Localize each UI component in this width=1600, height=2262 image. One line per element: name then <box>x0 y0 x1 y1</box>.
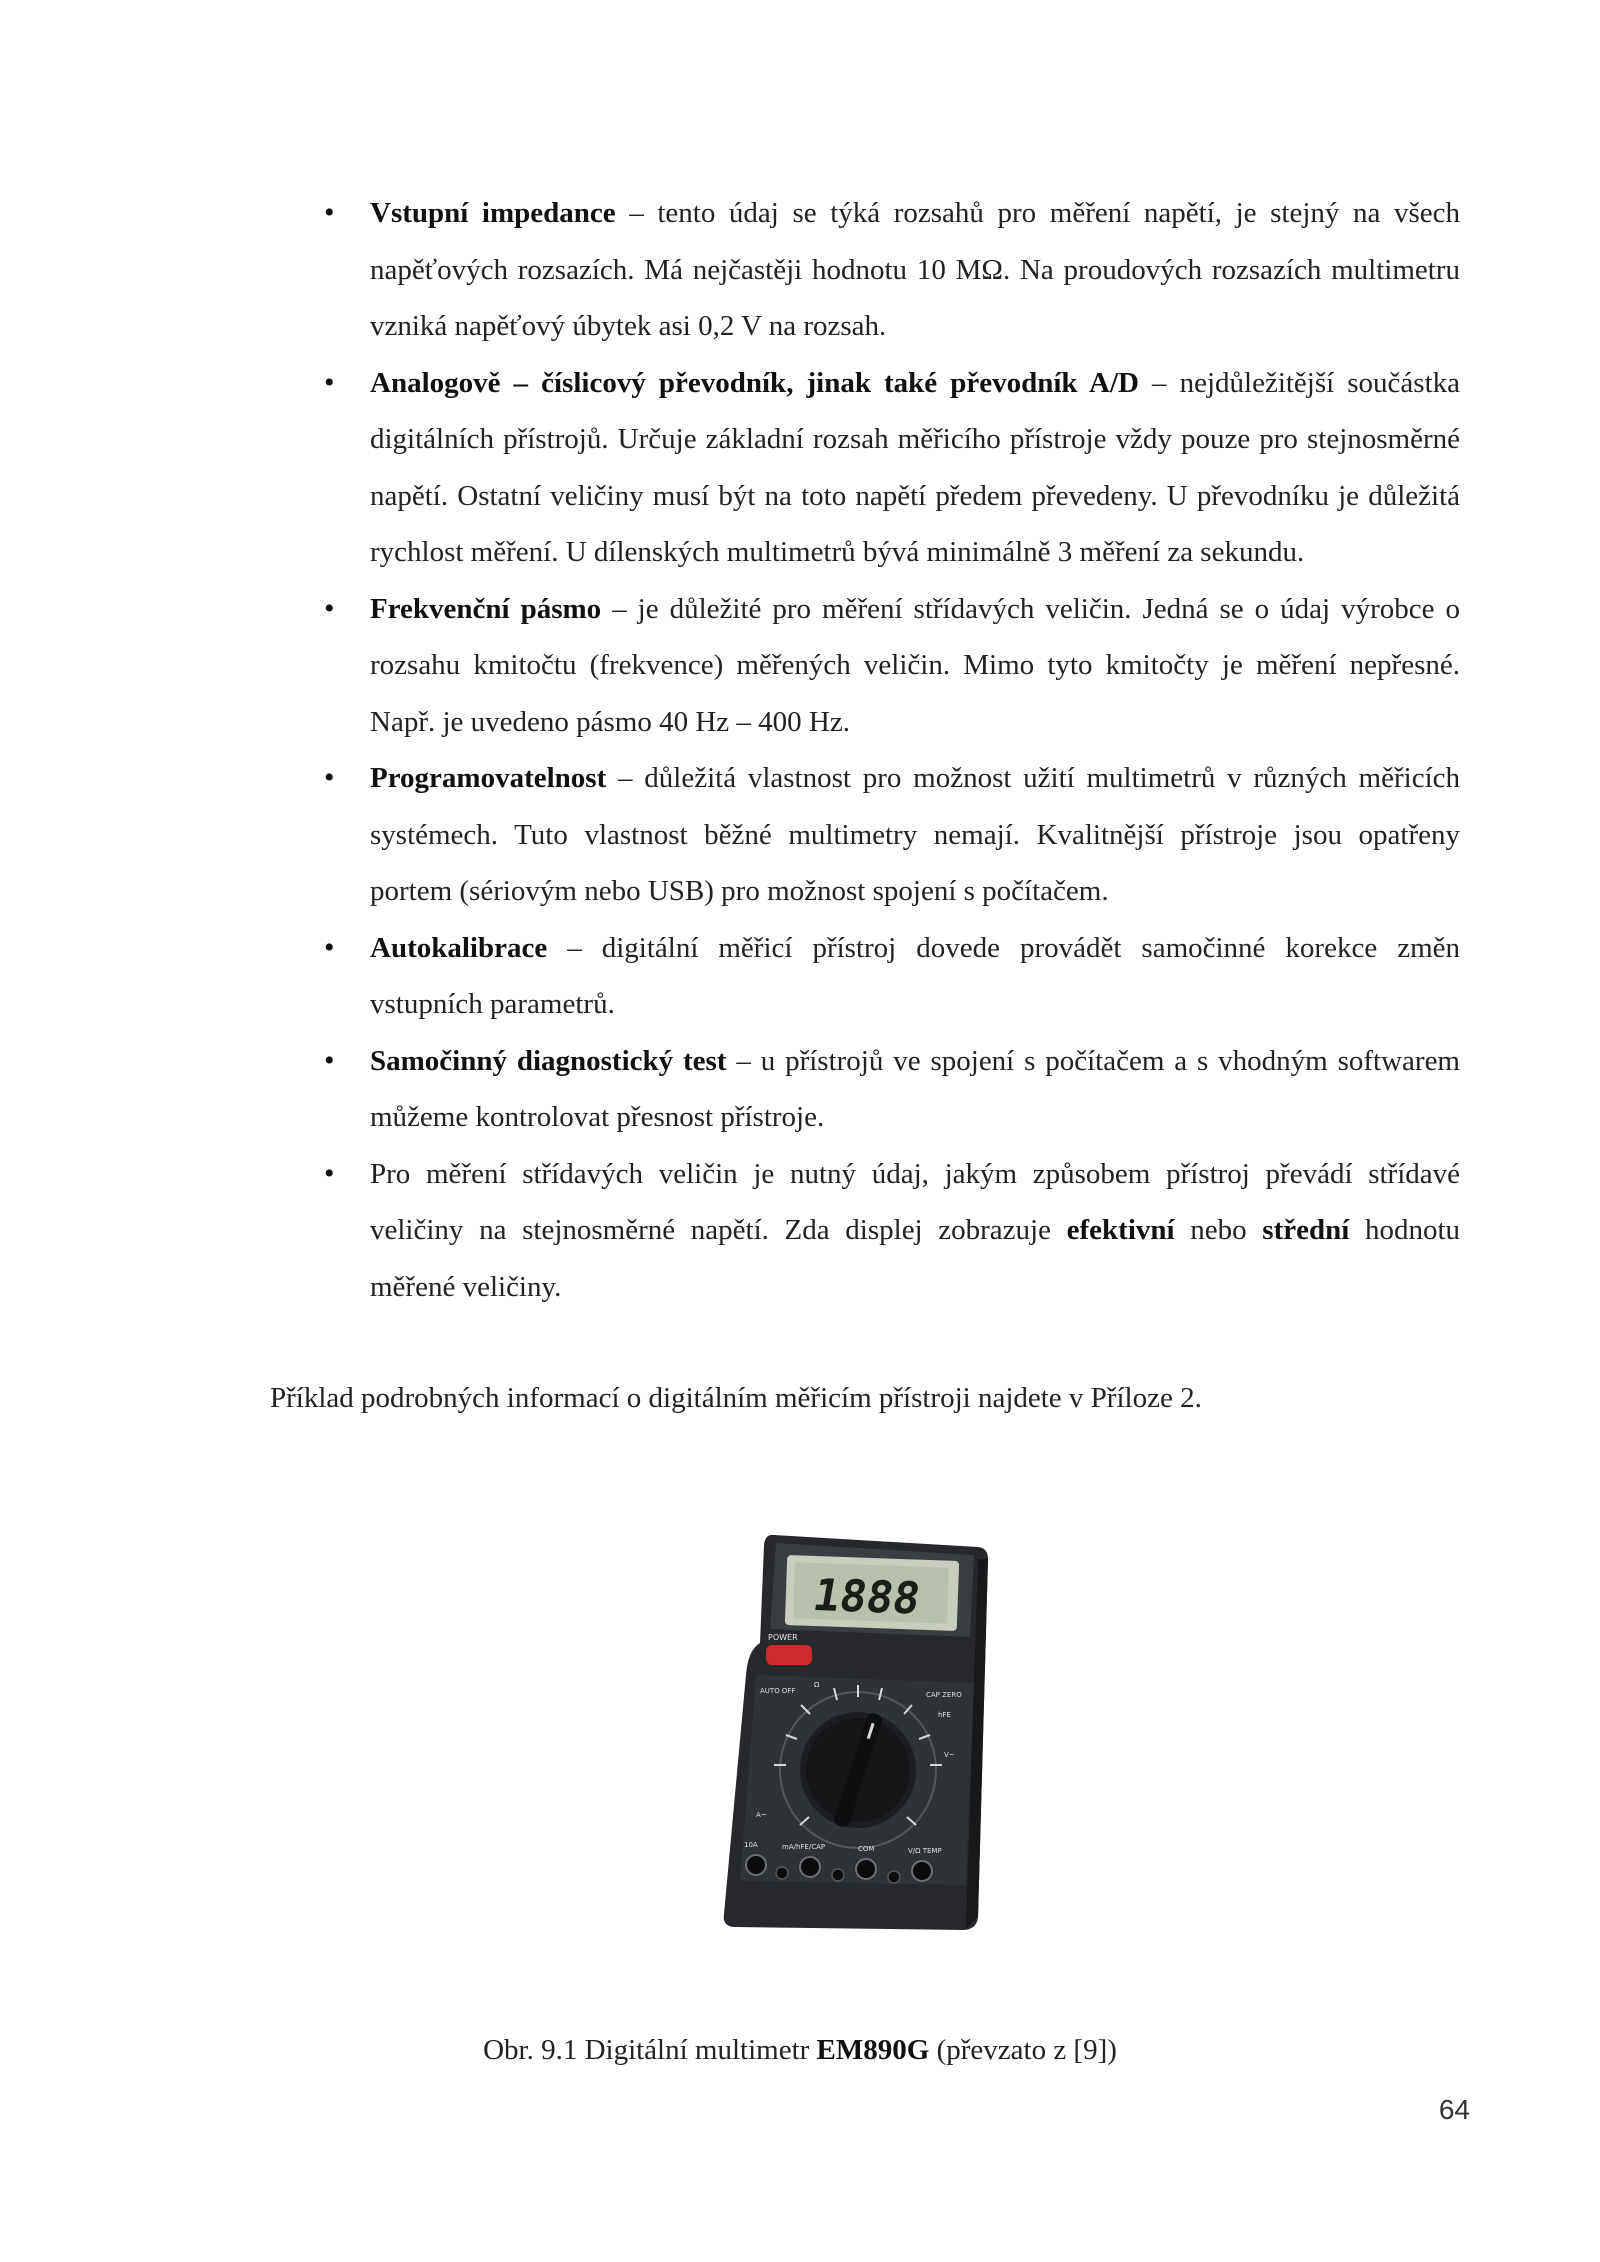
bullet-text: – nejdůležitější součástka digitálních přístrojů. Určuje základní rozsah měřicího přístroje vždy pouze pro stejnosměrné napětí. Ostatní veličiny musí být na toto napětí předem převedeny. U převodníku je důležitá rychlost měření. U dílenských multimetrů bývá minimálně 3 měření za sekundu. <box>370 366 1461 568</box>
lcd-readout: 1888 <box>809 1570 924 1625</box>
cap-zero-label: CAP ZERO <box>926 1691 962 1699</box>
hfe-label: hFE <box>938 1711 951 1719</box>
com-label: COM <box>858 1845 875 1853</box>
bullet-item <box>320 355 1460 581</box>
bullet-text: hodnotu měřené veličiny. <box>370 1214 1460 1303</box>
multimeter-photo <box>716 1525 1006 1945</box>
power-label: POWER <box>768 1633 798 1642</box>
bullet-term: střední <box>1262 1214 1350 1246</box>
v-ac-label: V~ <box>944 1751 955 1759</box>
bullet-text: – digitální měřicí přístroj dovede provádět samočinné korekce změn vstupních parametrů. <box>370 931 1460 1020</box>
bullet-text: – je důležité pro měření střídavých veličin. Jedná se o údaj výrobce o rozsahu kmitočtu (frekvence) měřených veličin. Mimo tyto kmitočty je měření nepřesné. Např. je uvedeno pásmo 40 Hz – 400 Hz. <box>370 592 1460 738</box>
bullet-item <box>320 1146 1460 1316</box>
caption-model: EM890G <box>816 2034 930 2066</box>
bullet-text: – tento údaj se týká rozsahů pro měření napětí, je stejný na všech napěťových rozsazích. Má nejčastěji hodnotu 10 MΩ. Na proudových rozsazích multimetru vzniká napěťový úbytek asi 0,2 V na rozsah. <box>370 197 1460 342</box>
bullet-item <box>320 920 1460 1033</box>
bullet-term: Frekvenční pásmo <box>370 592 602 625</box>
bullet-term: Analogově – číslicový převodník, jinak také převodník A/D <box>370 366 1139 399</box>
bullet-item <box>320 185 1460 355</box>
bullet-text: nebo <box>1174 1214 1263 1246</box>
bullet-term: Autokalibrace <box>370 931 548 964</box>
a-ac-label: A~ <box>756 1811 767 1819</box>
bullet-text: Pro měření střídavých veličin je nutný údaj, jakým způsobem přístroj převádí střídavé veličiny na stejnosměrné napětí. Zda displej zobrazuje <box>370 1157 1460 1246</box>
bullet-item <box>320 1033 1460 1146</box>
v-ohm-label: V/Ω TEMP <box>908 1847 942 1855</box>
ohm-label: Ω <box>814 1681 820 1689</box>
10a-label: 10A <box>744 1841 758 1849</box>
bullet-text: – u přístrojů ve spojení s počítačem a s vhodným softwarem můžeme kontrolovat přesnost přístroje. <box>370 1044 1460 1133</box>
bullet-term: Samočinný diagnostický test <box>370 1044 727 1077</box>
bullet-item <box>320 581 1460 751</box>
bullet-list <box>320 185 1460 1315</box>
ma-label: mA/hFE/CAP <box>782 1843 826 1851</box>
bullet-term: efektivní <box>1066 1214 1175 1246</box>
caption-suffix: (převzato z [9]) <box>929 2034 1117 2066</box>
figure-caption <box>0 2030 1600 2070</box>
bullet-term: Vstupní impedance <box>370 197 616 229</box>
bullet-item <box>320 750 1460 920</box>
bullet-text: – důležitá vlastnost pro možnost užití multimetrů v různých měřicích systémech. Tuto vlastnost běžné multimetry nemají. Kvalitnější přístroje jsou opatřeny portem (sériovým nebo USB) pro možnost spojení s počítačem. <box>370 762 1460 907</box>
appendix-reference-paragraph: Příklad podrobných informací o digitálním měřicím přístroji najdete v Příloze 2. <box>270 1382 1202 1414</box>
bullet-term: Programovatelnost <box>370 762 607 794</box>
page-number: 64 <box>1438 2094 1470 2125</box>
auto-off-label: AUTO OFF <box>760 1687 796 1695</box>
caption-prefix: Obr. 9.1 Digitální multimetr <box>483 2034 817 2066</box>
